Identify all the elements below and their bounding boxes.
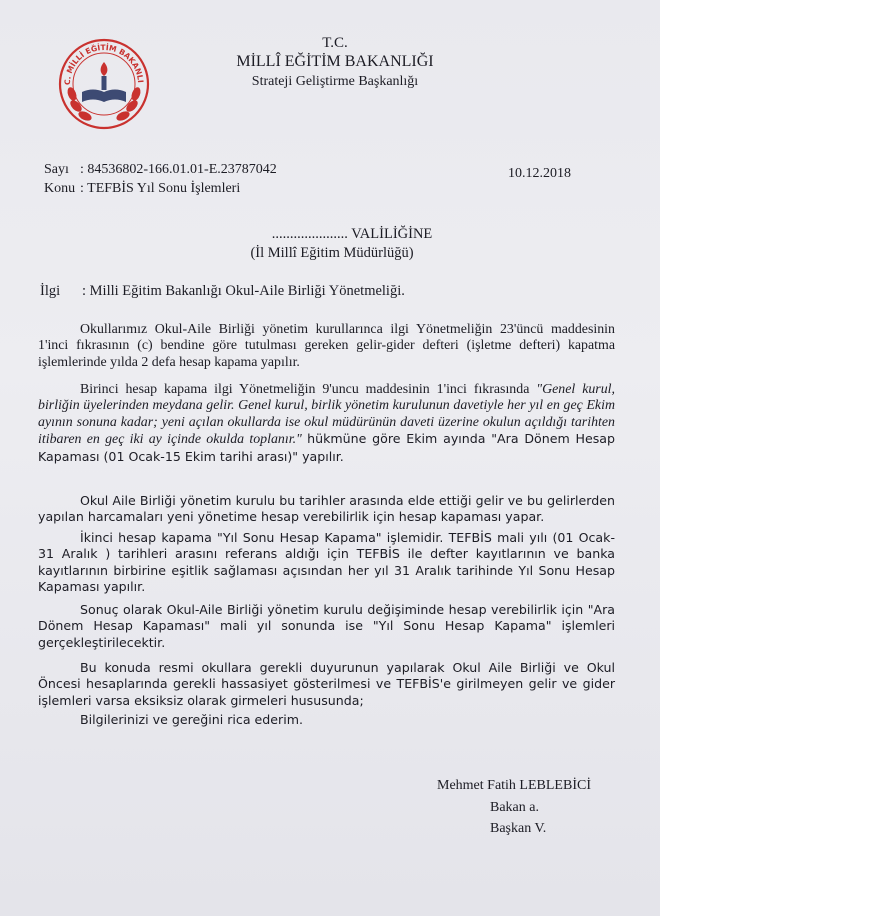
konu-label: Konu <box>44 181 76 196</box>
letter-date: 10.12.2018 <box>508 166 571 181</box>
paragraph-1 <box>38 322 615 371</box>
paragraph-3 <box>38 493 615 526</box>
paragraph-2-end: hükmüne göre Ekim ayında "Ara Dönem Hesap Kapaması (01 Ocak-15 Ekim tarihi arası)" yapılır. <box>38 431 616 464</box>
header-tc: T.C. <box>322 35 348 51</box>
paragraph-7-text: Bilgilerinizi ve gereğini rica ederim. <box>80 712 303 727</box>
paragraph-3-text: Okul Aile Birliği yönetim kurulu bu tarihler arasında elde ettiği gelir ve bu gelirlerden yapılan harcamaları yeni yönetime hesap verebilirlik için hesap kapaması yapar. <box>38 493 615 525</box>
signatory-title: Bakan a. <box>490 800 539 815</box>
paragraph-6 <box>38 660 615 709</box>
addressee: ..................... VALİLİĞİNE <box>271 226 433 242</box>
sayi-line <box>44 162 277 178</box>
ilgi-line <box>40 283 640 300</box>
header-ministry: MİLLÎ EĞİTİM BAKANLIĞI <box>236 53 434 70</box>
paragraph-7 <box>38 712 615 728</box>
logo-ring-text: C. MİLLİ EĞİTİM BAKANLI <box>62 42 145 86</box>
paragraph-5 <box>38 602 615 651</box>
ilgi-text: : Milli Eğitim Bakanlığı Okul-Aile Birliği Yönetmeliği. <box>82 283 405 299</box>
signatory-name: Mehmet Fatih LEBLEBİCİ <box>437 778 591 793</box>
paragraph-5-text: Sonuç olarak Okul-Aile Birliği yönetim kurulu değişiminde hesap verebilirlik için "Ara Dönem Hesap Kapaması" mali yıl sonunda ise "Yıl Sonu Hesap Kapama" işlemleri gerçekleştirilecektir. <box>38 602 615 650</box>
meb-logo <box>52 32 156 132</box>
paragraph-2-intro: Birinci hesap kapama ilgi Yönetmeliğin 9'uncu maddesinin 1'inci fıkrasında <box>80 382 530 397</box>
paragraph-4 <box>38 530 615 596</box>
konu-value: : TEFBİS Yıl Sonu İşlemleri <box>80 181 241 196</box>
konu-line <box>44 181 240 197</box>
paragraph-4-text: İkinci hesap kapama "Yıl Sonu Hesap Kapama" işlemidir. TEFBİS mali yılı (01 Ocak-31 Aralık ) tarihleri arasını referans aldığı için TEFBİS ile defter kayıtlarının ve banka kayıtlarının birbirine eşitlik sağlaması açısından her yıl 31 Aralık tarihinde Yıl Sonu Hesap Kapaması yapılır. <box>38 530 615 595</box>
sayi-label: Sayı <box>44 162 69 177</box>
header-department: Strateji Geliştirme Başkanlığı <box>251 74 419 89</box>
paragraph-2-quote: "Genel kurul, birliğin üyelerinden meydana gelir. Genel kurul, birlik yönetim kurulunun davetiyle her yıl en geç Ekim ayının sonuna kadar; yeni açılan okullarda ise okul müdürünün daveti üzerine okulun açıldığı tarihten itibaren en geç iki ay içinde okulda toplanır." <box>38 382 615 448</box>
paragraph-2 <box>38 382 615 466</box>
paragraph-1-text: Okullarımız Okul-Aile Birliği yönetim kurullarınca ilgi Yönetmeliğin 23'üncü maddesinin 1'inci fıkrasının (c) bendine göre tutulması gereken gelir-gider defteri (işletme defteri) kapatma işlemlerinde yılda 2 defa hesap kapama yapılır. <box>38 322 615 370</box>
ilgi-label: İlgi <box>40 283 61 299</box>
sayi-value: : 84536802-166.01.01-E.23787042 <box>80 162 277 177</box>
signatory-role: Başkan V. <box>490 821 547 836</box>
paragraph-6-text: Bu konuda resmi okullara gerekli duyurunun yapılarak Okul Aile Birliği ve Okul Öncesi hesaplarında gerekli hassasiyet gösterilmesi ve TEFBİS'e girilmeyen gelir ve gider işlemleri varsa eksiksiz olarak girmeleri hususunda; <box>38 660 615 708</box>
addressee-sub: (İl Millî Eğitim Müdürlüğü) <box>250 245 414 261</box>
